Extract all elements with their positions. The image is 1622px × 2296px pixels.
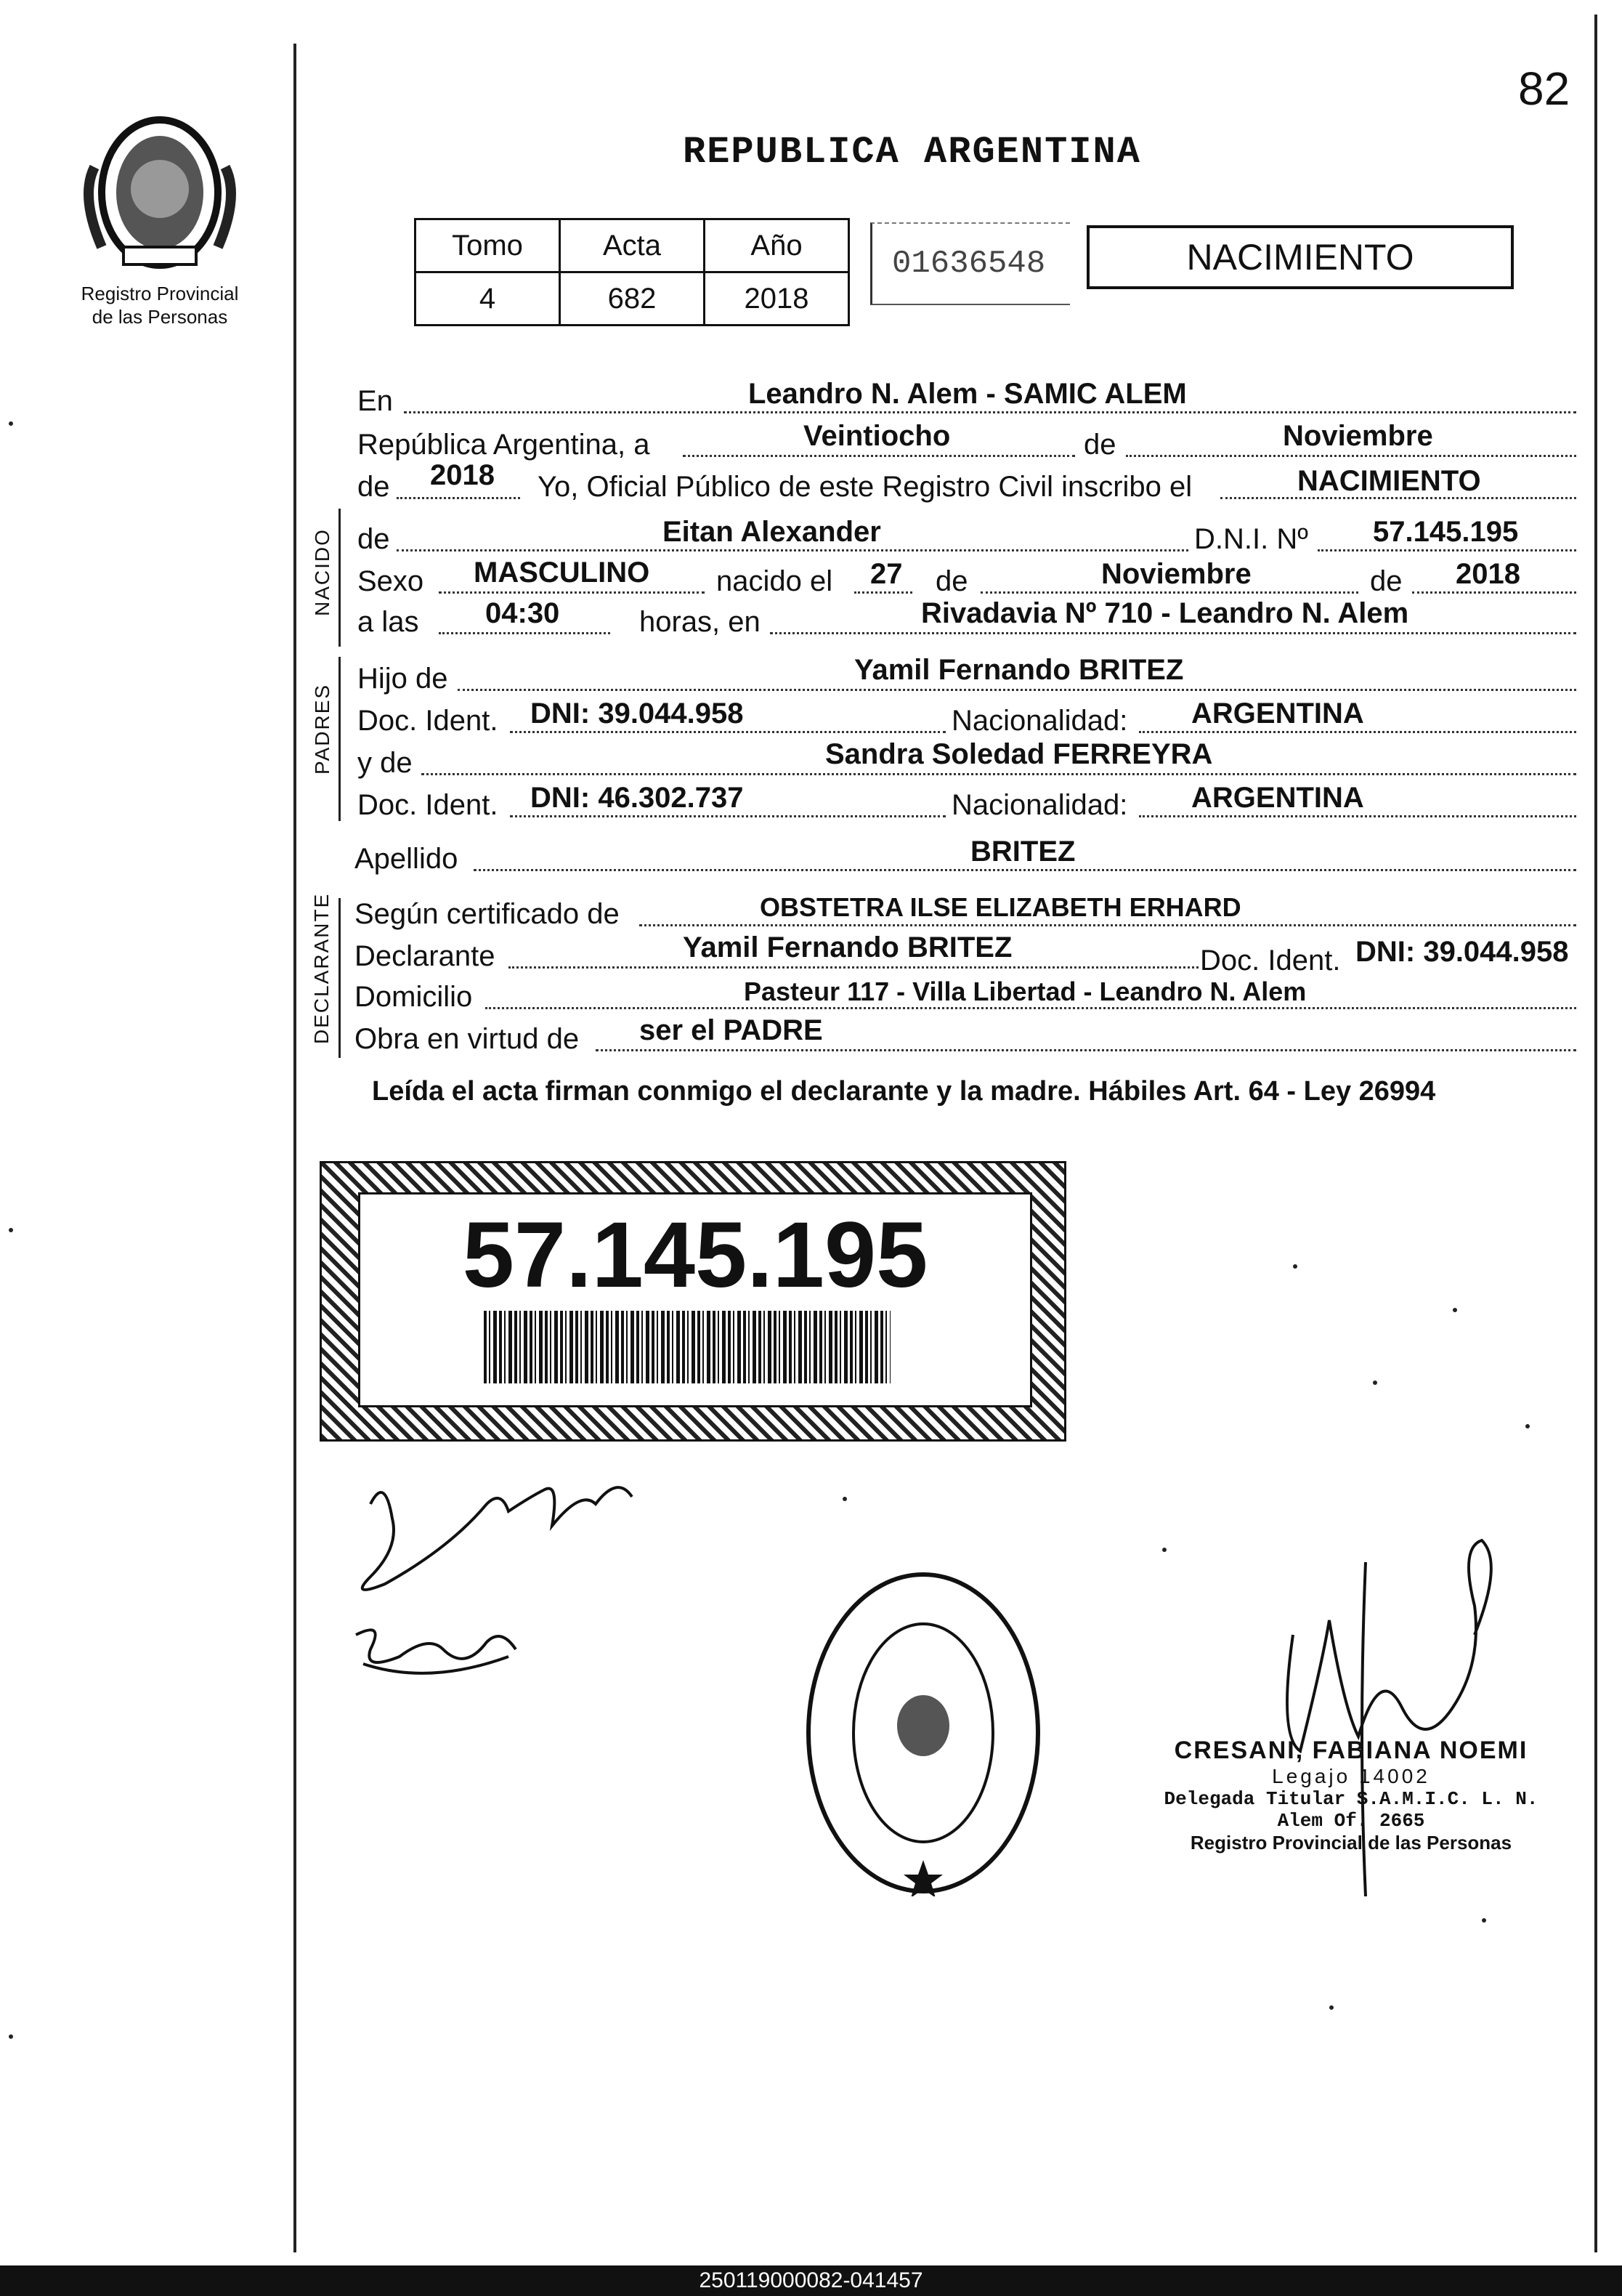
surname: BRITEZ bbox=[970, 836, 1076, 868]
scan-speck bbox=[843, 1497, 847, 1501]
dni-label: D.N.I. Nº bbox=[1194, 523, 1308, 555]
section-bar bbox=[338, 898, 341, 1058]
left-margin-line bbox=[293, 44, 296, 2252]
scan-speck bbox=[9, 2034, 13, 2039]
horas-label: horas, en bbox=[639, 606, 761, 638]
relationship: ser el PADRE bbox=[639, 1014, 823, 1046]
day-written-value: Veintiocho bbox=[803, 420, 951, 452]
scan-speck bbox=[1453, 1308, 1457, 1312]
page-title: REPUBLICA ARGENTINA bbox=[683, 131, 1141, 174]
dotted-line bbox=[981, 591, 1358, 594]
certificate-issuer: OBSTETRA ILSE ELIZABETH ERHARD bbox=[760, 892, 1241, 922]
dotted-line bbox=[397, 497, 520, 499]
inscribo-value: NACIMIENTO bbox=[1297, 465, 1481, 497]
dotted-line bbox=[510, 731, 946, 733]
dni-sticker bbox=[320, 1161, 1066, 1442]
dotted-line bbox=[1139, 731, 1576, 733]
father-doc-label: Doc. Ident. bbox=[357, 705, 498, 737]
ref-header-tomo: Tomo bbox=[415, 219, 560, 272]
province-seal bbox=[80, 109, 240, 276]
child-name: Eitan Alexander bbox=[662, 516, 881, 548]
sex-value: MASCULINO bbox=[474, 557, 650, 589]
agency-line1: Registro Provincial bbox=[81, 283, 239, 304]
birth-place: Rivadavia Nº 710 - Leandro N. Alem bbox=[921, 597, 1409, 629]
cert-label: Según certificado de bbox=[354, 898, 620, 930]
dotted-line bbox=[458, 689, 1576, 691]
reference-value-row bbox=[415, 272, 849, 326]
month-written-value: Noviembre bbox=[1283, 420, 1433, 452]
dotted-line bbox=[404, 411, 1576, 413]
ref-value-acta: 682 bbox=[560, 272, 705, 326]
scan-speck bbox=[1329, 2005, 1334, 2010]
officer-legajo: Legajo 14002 bbox=[1272, 1765, 1430, 1787]
scan-speck bbox=[1525, 1424, 1530, 1428]
officer-org: Registro Provincial de las Personas bbox=[1190, 1832, 1512, 1854]
father-signature bbox=[341, 1460, 661, 1606]
officer-role: Delegada Titular S.A.M.I.C. L. N. Alem Of. 2665 bbox=[1164, 1788, 1538, 1832]
sexo-label: Sexo bbox=[357, 565, 424, 597]
document-type: NACIMIENTO bbox=[1186, 237, 1414, 278]
alas-label: a las bbox=[357, 606, 419, 638]
ref-header-anio: Año bbox=[705, 219, 849, 272]
father-nationality: ARGENTINA bbox=[1191, 698, 1364, 729]
oficial-text: Yo, Oficial Público de este Registro Civil inscribo el bbox=[538, 471, 1193, 503]
father-nac-label: Nacionalidad: bbox=[952, 705, 1128, 737]
obra-label: Obra en virtud de bbox=[354, 1023, 580, 1055]
page-number: 82 bbox=[1518, 62, 1570, 115]
declarante-label: Declarante bbox=[354, 940, 495, 972]
dotted-line bbox=[421, 773, 1576, 775]
nacido-de-label: de bbox=[357, 523, 390, 555]
footer-bar bbox=[0, 2265, 1622, 2296]
right-margin-line bbox=[1594, 15, 1597, 2252]
place-value: Leandro N. Alem - SAMIC ALEM bbox=[748, 378, 1187, 410]
nacido-section-label: NACIDO bbox=[311, 528, 333, 616]
de-label: de bbox=[1084, 429, 1116, 461]
dotted-line bbox=[596, 1049, 1576, 1051]
apellido-label: Apellido bbox=[354, 843, 458, 875]
mother-doc: DNI: 46.302.737 bbox=[530, 782, 744, 814]
dotted-line bbox=[397, 549, 1188, 551]
domicilio-label: Domicilio bbox=[354, 981, 473, 1013]
officer-block bbox=[1162, 1737, 1540, 1854]
mother-name: Sandra Soledad FERREYRA bbox=[825, 738, 1213, 770]
ref-value-anio: 2018 bbox=[705, 272, 849, 326]
hijo-label: Hijo de bbox=[357, 663, 448, 695]
address: Pasteur 117 - Villa Libertad - Leandro N. Alem bbox=[744, 977, 1307, 1006]
yde-label: y de bbox=[357, 747, 413, 779]
scan-speck bbox=[1162, 1548, 1167, 1552]
birth-de-label-2: de bbox=[1370, 565, 1403, 597]
officer-name: CRESANI, FABIANA NOEMI bbox=[1174, 1737, 1528, 1764]
reference-table bbox=[414, 218, 850, 326]
dotted-line bbox=[854, 591, 912, 594]
scan-speck bbox=[1482, 1918, 1486, 1923]
dotted-line bbox=[508, 966, 1199, 969]
republica-label: República Argentina, a bbox=[357, 429, 650, 461]
reference-header-row bbox=[415, 219, 849, 272]
ref-value-tomo: 4 bbox=[415, 272, 560, 326]
barcode bbox=[484, 1311, 891, 1383]
serial-number: 01636548 bbox=[892, 246, 1046, 282]
dotted-line bbox=[474, 869, 1576, 871]
footer-code: 250119000082-041457 bbox=[699, 2268, 923, 2292]
nacido-el-label: nacido el bbox=[716, 565, 833, 597]
birth-day: 27 bbox=[870, 558, 903, 590]
birth-de-label: de bbox=[936, 565, 968, 597]
dotted-line bbox=[639, 924, 1576, 926]
dotted-line bbox=[439, 591, 705, 594]
birth-month: Noviembre bbox=[1101, 558, 1252, 590]
section-bar bbox=[338, 657, 341, 821]
birth-time: 04:30 bbox=[485, 597, 560, 629]
scan-speck bbox=[9, 1228, 13, 1232]
ref-header-acta: Acta bbox=[560, 219, 705, 272]
official-stamp bbox=[803, 1569, 1043, 1896]
declarant-doc-label: Doc. Ident. bbox=[1200, 945, 1341, 977]
mother-nationality: ARGENTINA bbox=[1191, 782, 1364, 814]
dotted-line bbox=[1139, 815, 1576, 817]
mother-signature bbox=[341, 1606, 530, 1700]
birth-year: 2018 bbox=[1456, 558, 1520, 590]
dotted-line bbox=[485, 1007, 1576, 1009]
sticker-number: 57.145.195 bbox=[462, 1203, 928, 1307]
father-name: Yamil Fernando BRITEZ bbox=[854, 654, 1184, 686]
father-doc: DNI: 39.044.958 bbox=[530, 698, 744, 729]
dni-sticker-inner bbox=[358, 1192, 1032, 1407]
declarant-name: Yamil Fernando BRITEZ bbox=[683, 931, 1013, 963]
scan-speck bbox=[1373, 1381, 1377, 1385]
year-value: 2018 bbox=[430, 459, 495, 491]
declarante-section-label: DECLARANTE bbox=[310, 892, 333, 1044]
mother-doc-label: Doc. Ident. bbox=[357, 789, 498, 821]
dotted-line bbox=[1318, 549, 1576, 551]
dotted-line bbox=[1126, 455, 1576, 457]
scan-speck bbox=[1293, 1264, 1297, 1269]
en-label: En bbox=[357, 385, 393, 417]
padres-section-label: PADRES bbox=[311, 683, 333, 775]
dotted-line bbox=[683, 455, 1075, 457]
dotted-line bbox=[439, 632, 610, 634]
de2-label: de bbox=[357, 471, 390, 503]
agency-line2: de las Personas bbox=[92, 306, 228, 328]
section-bar bbox=[338, 509, 341, 647]
dotted-line bbox=[770, 632, 1576, 634]
agency-name bbox=[44, 282, 276, 328]
dotted-line bbox=[510, 815, 946, 817]
mother-nac-label: Nacionalidad: bbox=[952, 789, 1128, 821]
declarant-doc: DNI: 39.044.958 bbox=[1355, 936, 1569, 968]
child-dni: 57.145.195 bbox=[1373, 516, 1519, 548]
scan-speck bbox=[9, 421, 13, 426]
closing-statement: Leída el acta firman conmigo el declarante y la madre. Hábiles Art. 64 - Ley 26994 bbox=[372, 1076, 1436, 1107]
dotted-line bbox=[1412, 591, 1576, 594]
